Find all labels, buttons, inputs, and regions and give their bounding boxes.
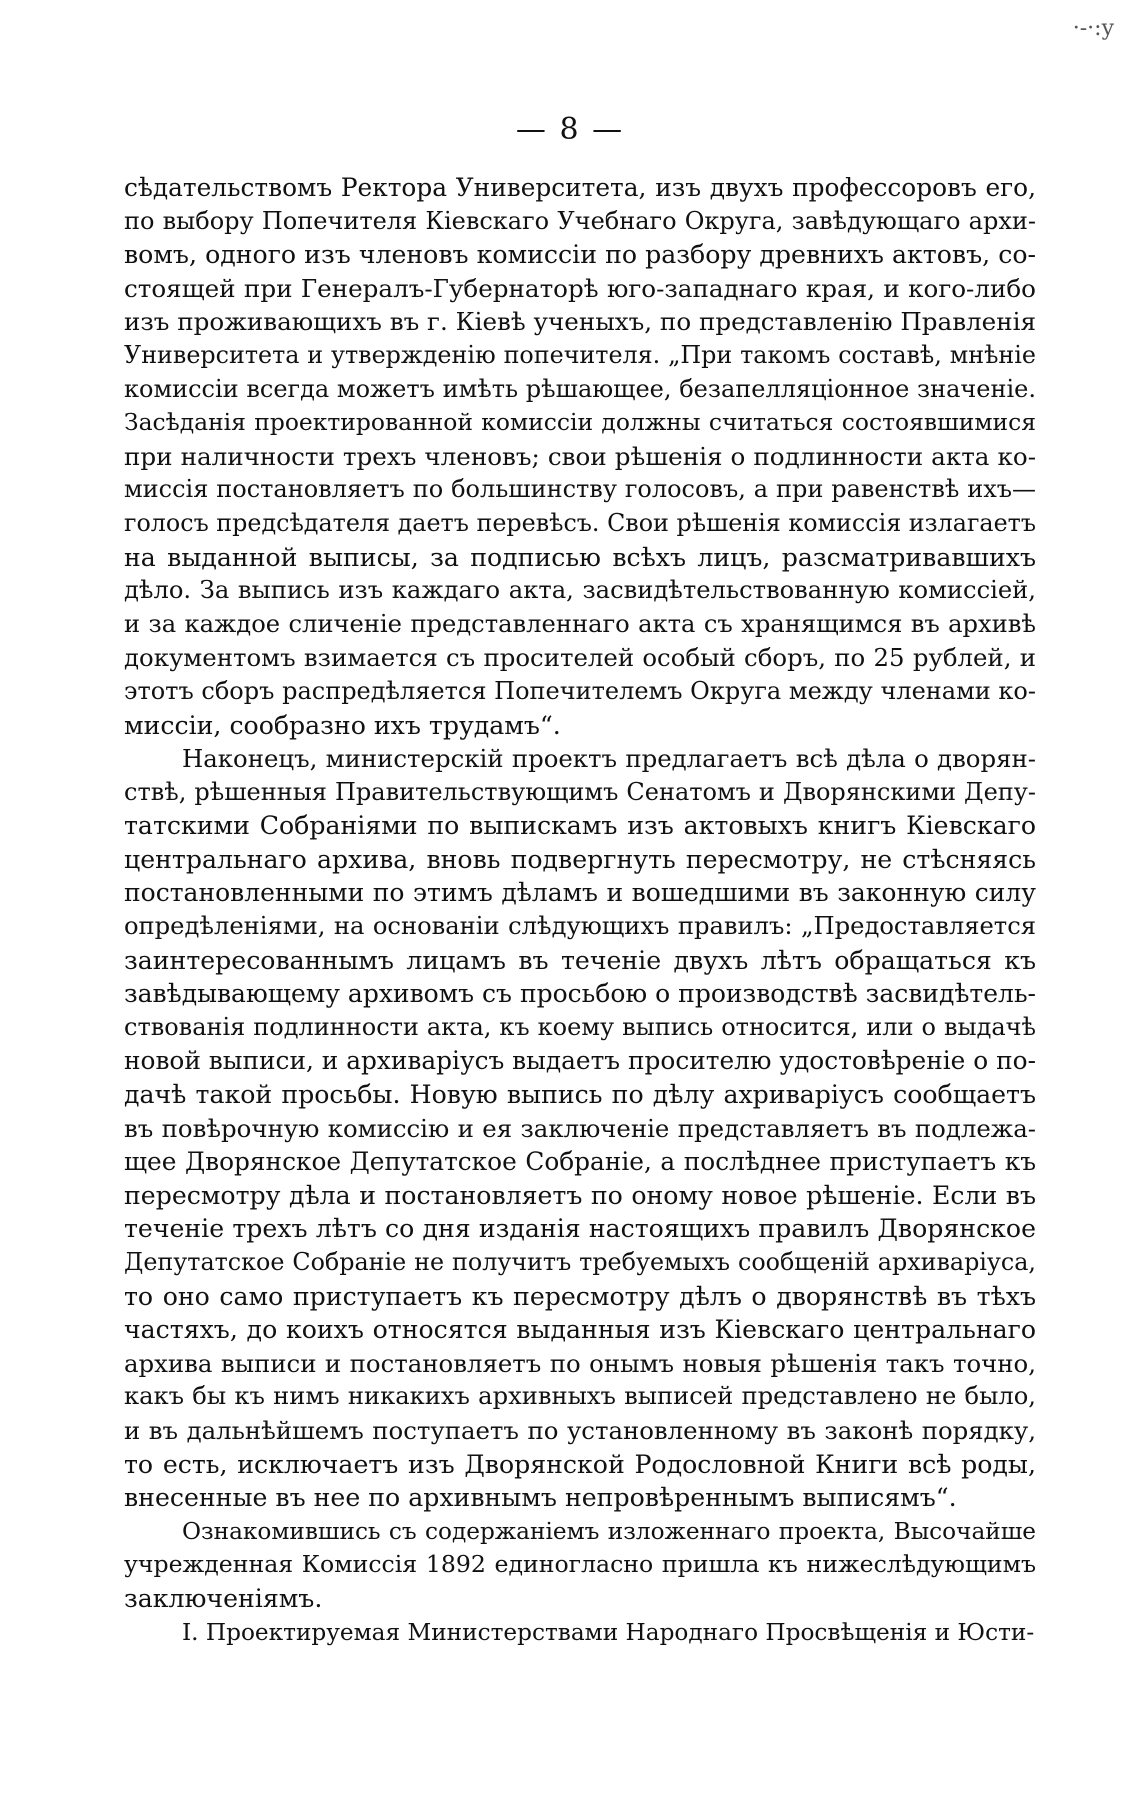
text-line: Депутатское Собраніе не получитъ требуемыхъ сообщеній архиваріуса, — [124, 1248, 1036, 1276]
text-line: опредѣленіями, на основаніи слѣдующихъ правилъ: „Предоставляется — [124, 912, 1036, 941]
paragraph — [124, 1515, 1036, 1616]
text-line: сѣдательствомъ Ректора Университета, изъ двухъ профессоровъ его, — [124, 173, 1036, 202]
text-line: комиссіи всегда можетъ имѣть рѣшающее, безапелляціонное значеніе. — [124, 374, 1036, 403]
corner-mark: ·-·:y — [1072, 16, 1114, 41]
paragraph — [124, 742, 1036, 1515]
text-line: дѣло. За выпись изъ каждаго акта, засвидѣтельствованную комиссіей, — [124, 576, 1036, 605]
body-text — [124, 171, 1036, 1649]
text-line: архива выписи и постановляетъ по онымъ новыя рѣшенія такъ точно, — [124, 1348, 1036, 1378]
text-line: центральнаго архива, вновь подвергнуть пересмотру, не стѣсняясь — [124, 844, 1036, 874]
text-line: постановленными по этимъ дѣламъ и вошедшими въ законную силу — [124, 878, 1036, 908]
text-line: и въ дальнѣйшемъ поступаетъ по установленному въ законѣ порядку, — [124, 1415, 1036, 1445]
text-line: по выбору Попечителя Кіевскаго Учебнаго Округа, завѣдующаго архи- — [124, 206, 1036, 235]
paragraph — [124, 171, 1036, 742]
text-line: то оно само приступаетъ къ пересмотру дѣлъ о дворянствѣ въ тѣхъ — [124, 1281, 1036, 1311]
text-line: заключеніямъ. — [124, 1583, 323, 1613]
text-line: завѣдывающему архивомъ съ просьбою о производствѣ засвидѣтель- — [124, 979, 1036, 1009]
text-line: при наличности трехъ членовъ; свои рѣшенія о подлинности акта ко- — [124, 441, 1036, 471]
text-line: миссіи, сообразно ихъ трудамъ“. — [124, 710, 561, 740]
text-line: дачѣ такой просьбы. Новую выпись по дѣлу ахриваріусъ сообщаетъ — [124, 1080, 1036, 1110]
text-line: миссія постановляетъ по большинству голосовъ, а при равенствѣ ихъ— — [124, 475, 1036, 504]
text-line: въ повѣрочную комиссію и ея заключеніе представляетъ въ подлежа- — [124, 1113, 1036, 1143]
paragraph — [124, 1616, 1036, 1650]
text-line: этотъ сборъ распредѣляется Попечителемъ Округа между членами ко- — [124, 676, 1036, 705]
text-line: учрежденная Комиссія 1892 единогласно пришла къ нижеслѣдующимъ — [124, 1550, 1036, 1579]
page-number: — 8 — — [515, 112, 625, 147]
text-line: стоящей при Генералъ-Губернаторѣ юго-западнаго края, и кого-либо — [124, 273, 1036, 303]
text-line: щее Дворянское Депутатское Собраніе, а послѣднее приступаетъ къ — [124, 1147, 1036, 1177]
text-line: какъ бы къ нимъ никакихъ архивныхъ выписей представлено не было, — [124, 1382, 1036, 1411]
text-line: ствѣ, рѣшенныя Правительствующимъ Сенатомъ и Дворянскими Депу- — [124, 777, 1036, 806]
text-line: частяхъ, до коихъ относятся выданныя изъ Кіевскаго центральнаго — [124, 1315, 1036, 1345]
text-line: новой выписи, и архиваріусъ выдаетъ просителю удостовѣреніе о по- — [124, 1046, 1036, 1076]
text-line: Наконецъ, министерскій проектъ предлагаетъ всѣ дѣла о дворян- — [182, 744, 1036, 774]
text-line: татскими Собраніями по выпискамъ изъ актовыхъ книгъ Кіевскаго — [124, 811, 1036, 841]
text-line: Засѣданія проектированной комиссіи должны считаться состоявшимися — [124, 408, 1036, 437]
text-line: внесенные въ нее по архивнымъ непровѣреннымъ выписямъ“. — [124, 1483, 957, 1513]
text-line: изъ проживающихъ въ г. Кіевѣ ученыхъ, по представленію Правленія — [124, 307, 1036, 337]
text-line: I. Проектируемая Министерствами Народнаго Просвѣщенія и Юсти- — [182, 1618, 1035, 1646]
text-line: документомъ взимается съ просителей особый сборъ, по 25 рублей, и — [124, 643, 1036, 673]
text-line: заинтересованнымъ лицамъ въ теченіе двухъ лѣтъ обращаться къ — [124, 945, 1036, 975]
text-line: Ознакомившись съ содержаніемъ изложеннаго проекта, Высочайше — [182, 1517, 1036, 1545]
text-line: на выданной выписы, за подписью всѣхъ лицъ, разсматривавшихъ — [124, 542, 1036, 572]
text-line: и за каждое сличеніе представленнаго акта съ хранящимся въ архивѣ — [124, 609, 1036, 638]
text-line: Университета и утвержденію попечителя. „При такомъ составѣ, мнѣніе — [124, 340, 1036, 369]
text-line: теченіе трехъ лѣтъ со дня изданія настоящихъ правилъ Дворянское — [124, 1214, 1036, 1244]
text-line: вомъ, одного изъ членовъ комиссіи по разбору древнихъ актовъ, со- — [124, 240, 1036, 270]
text-line: ствованія подлинности акта, къ коему выпись относится, или о выдачѣ — [124, 1012, 1036, 1041]
text-line: то есть, исключаетъ изъ Дворянской Родословной Книги всѣ роды, — [124, 1449, 1036, 1479]
text-line: голосъ предсѣдателя даетъ перевѣсъ. Свои рѣшенія комиссія излагаетъ — [124, 508, 1036, 537]
text-line: пересмотру дѣла и постановляетъ по оному новое рѣшеніе. Если въ — [124, 1180, 1036, 1210]
